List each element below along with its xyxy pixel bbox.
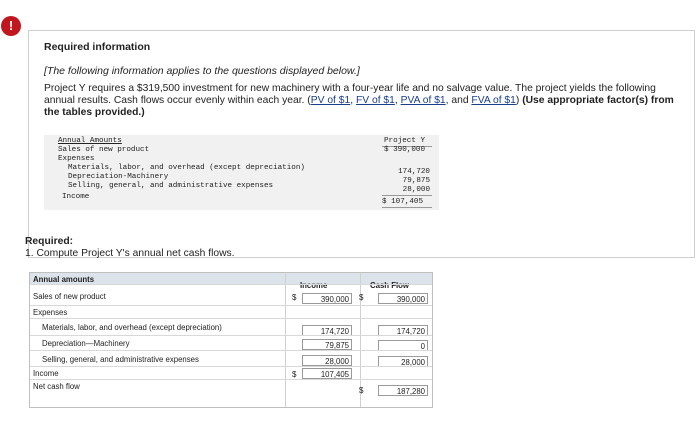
- link-fv-of-1[interactable]: FV of $1: [355, 95, 395, 106]
- given-depreciation-label: Depreciation-Machinery: [68, 173, 169, 181]
- problem-instruction: (Use appropriate factor(s) from the tables provided.): [44, 95, 674, 118]
- given-income-label: Income: [62, 193, 90, 201]
- dollar-sign: $: [359, 293, 364, 302]
- given-sales-label: Sales of new product: [58, 146, 150, 154]
- given-selling-value: 28,000: [402, 186, 430, 194]
- problem-mid: ): [515, 95, 523, 106]
- income-selling-input[interactable]: 28,000: [302, 355, 352, 366]
- table-row: [30, 350, 432, 351]
- dollar-sign: $: [292, 293, 297, 302]
- income-sales-input[interactable]: 390,000: [302, 293, 352, 304]
- panel-note: [The following information applies to the questions displayed below.]: [44, 65, 360, 77]
- link-pva-of-1[interactable]: PVA of $1: [400, 95, 446, 106]
- required-question: 1. Compute Project Y's annual net cash flows.: [25, 248, 235, 259]
- cash-selling-input[interactable]: 28,000: [378, 356, 428, 367]
- table-row: [30, 366, 432, 367]
- cash-materials-input[interactable]: 174,720: [378, 325, 428, 336]
- row-depreciation-label: Depreciation—Machinery: [42, 339, 130, 348]
- required-information-panel: [28, 30, 695, 258]
- given-double-rule: [382, 207, 432, 208]
- dollar-sign: $: [292, 370, 297, 379]
- row-net-cash-flow-label: Net cash flow: [33, 382, 80, 391]
- given-sales-value: $ 390,000: [384, 146, 426, 154]
- net-cash-flow-input[interactable]: 187,280: [378, 385, 428, 396]
- given-selling-label: Selling, general, and administrative expenses: [68, 182, 274, 190]
- given-depreciation-value: 79,875: [402, 177, 430, 185]
- answer-header-label: Annual amounts: [33, 275, 95, 284]
- answer-table: [29, 272, 433, 408]
- table-row: [30, 318, 432, 319]
- required-heading: Required:: [25, 236, 74, 247]
- panel-title: Required information: [44, 41, 151, 53]
- given-expenses-label: Expenses: [58, 155, 95, 163]
- row-sales-label: Sales of new product: [33, 292, 106, 301]
- alert-icon: !: [1, 16, 21, 36]
- problem-text: Project Y requires a $319,500 investment for new machinery with a four-year life and no salvage value. The project yields the following annual results. Cash flows occur evenly within each year. (PV of $1, FV of $1, PVA of $1, and FVA of $1) (Use appropriate factor(s) from the tables provided.): [44, 83, 674, 118]
- table-row: [30, 284, 432, 285]
- given-materials-label: Materials, labor, and overhead (except depreciation): [68, 164, 305, 172]
- cashflow-column-header: Cash Flow: [370, 281, 409, 290]
- row-selling-label: Selling, general, and administrative expenses: [42, 355, 199, 364]
- column-divider: [285, 273, 286, 407]
- income-column-header: Income: [300, 281, 328, 290]
- given-header-label: Annual Amounts: [58, 137, 122, 145]
- given-header-col: Project Y: [384, 137, 426, 145]
- dollar-sign: $: [359, 386, 364, 395]
- income-depreciation-input[interactable]: 79,875: [302, 339, 352, 350]
- income-total-input[interactable]: 107,405: [302, 368, 352, 379]
- problem-intro: Project Y requires a $319,500 investment for new machinery with a four-year life and no salvage value. The project yields the following annual results. Cash flows occur evenly within each year. (: [44, 83, 656, 106]
- link-pv-of-1[interactable]: PV of $1: [310, 95, 351, 106]
- given-income-value: $ 107,405: [382, 198, 424, 206]
- income-materials-input[interactable]: 174,720: [302, 325, 352, 336]
- table-row: [30, 305, 432, 306]
- cash-depreciation-input[interactable]: 0: [378, 340, 428, 351]
- link-fva-of-1[interactable]: FVA of $1: [471, 95, 516, 106]
- given-total-rule: [382, 195, 432, 196]
- given-data-table: [44, 135, 439, 210]
- cash-sales-input[interactable]: 390,000: [378, 293, 428, 304]
- table-row: [30, 379, 432, 380]
- table-row: [30, 335, 432, 336]
- row-expenses-label: Expenses: [33, 308, 68, 317]
- given-materials-value: 174,720: [398, 168, 430, 176]
- row-income-label: Income: [33, 369, 59, 378]
- row-materials-label: Materials, labor, and overhead (except depreciation): [42, 323, 222, 332]
